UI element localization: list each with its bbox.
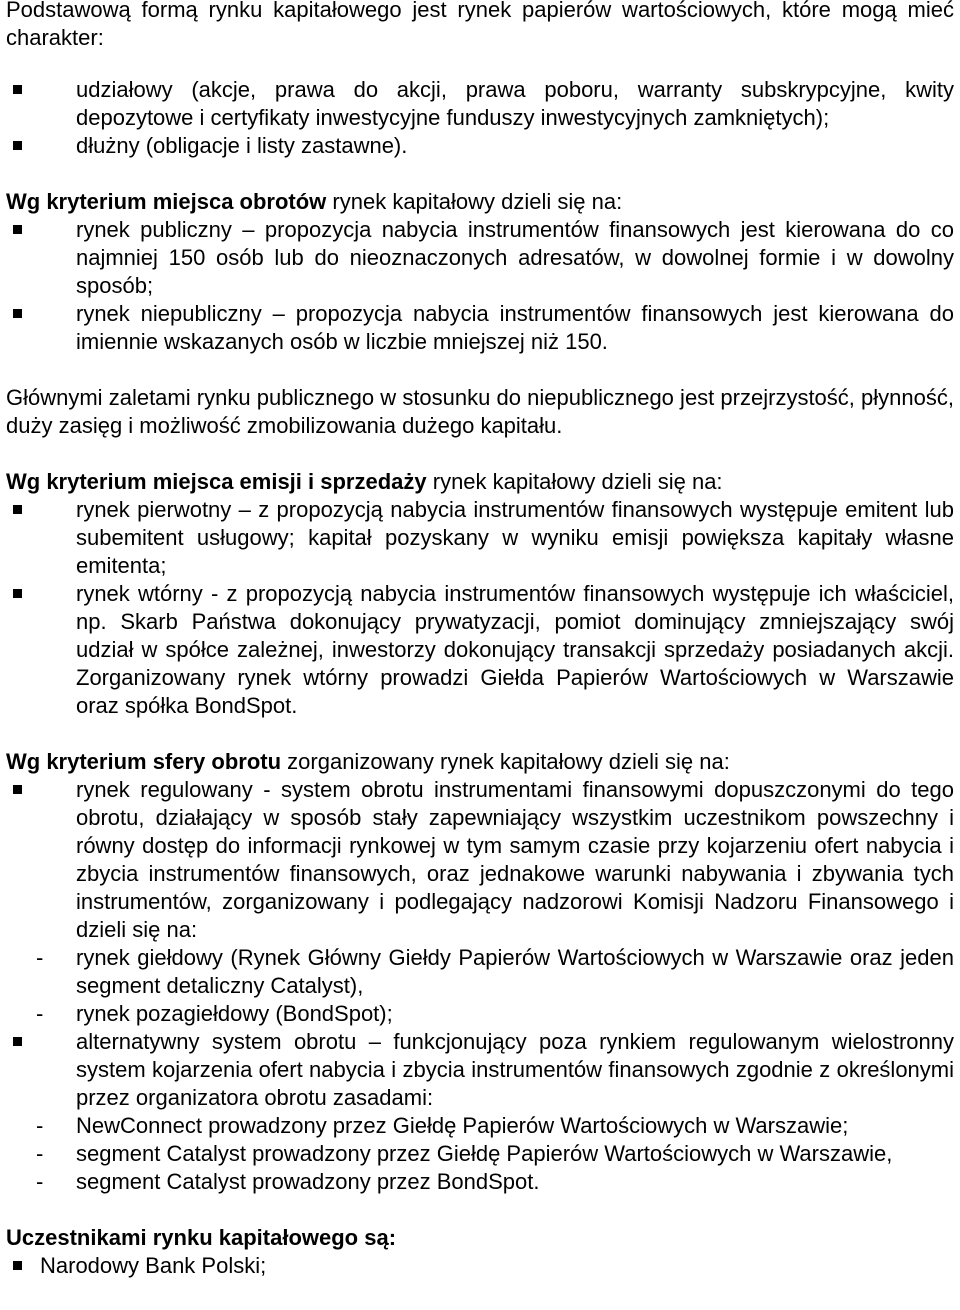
- section-list: [6, 776, 954, 1196]
- body-paragraph: Głównymi zaletami rynku publicznego w stosunku do niepublicznego jest przejrzystość, płynność, duży zasięg i możliwość zmobilizowania dużego kapitału.: [6, 385, 954, 438]
- list-item: rynek niepubliczny – propozycja nabycia instrumentów finansowych jest kierowana do imiennie wskazanych osób w liczbie mniejszej niż 150.: [6, 300, 954, 356]
- sub-list-item: - segment Catalyst prowadzony przez BondSpot.: [6, 1168, 954, 1196]
- intro-list: [6, 76, 954, 160]
- section-list: [6, 216, 954, 356]
- section-heading: Wg kryterium sfery obrotu: [6, 749, 282, 774]
- list-item: Narodowy Bank Polski;: [6, 1252, 954, 1280]
- list-item: rynek wtórny - z propozycją nabycia instrumentów finansowych występuje ich właściciel, np. Skarb Państwa dokonujący prywatyzacji, pomiot dominujący zmniejszający swój udział w spółce zależnej, inwestorzy dokonujący transakcji sprzedaży posiadanych akcji. Zorganizowany rynek wtórny prowadzi Giełda Papierów Wartościowych w Warszawie oraz spółka BondSpot.: [6, 580, 954, 720]
- section-heading: Wg kryterium miejsca obrotów: [6, 189, 327, 214]
- list-item: rynek pierwotny – z propozycją nabycia instrumentów finansowych występuje emitent lub subemitent usługowy; kapitał pozyskany w wyniku emisji powiększa kapitały własne emitenta;: [6, 496, 954, 580]
- list-item: rynek publiczny – propozycja nabycia instrumentów finansowych jest kierowana do co najmniej 150 osób lub do nieoznaczonych adresatów, w dowolnej formie i w dowolny sposób;: [6, 216, 954, 300]
- section-list: [6, 496, 954, 720]
- section-heading-paragraph: [6, 468, 954, 496]
- intro-paragraph: Podstawową formą rynku kapitałowego jest rynek papierów wartościowych, które mogą mieć charakter:: [6, 0, 954, 50]
- section-heading-paragraph: [6, 1224, 954, 1252]
- sub-list-item: - rynek pozagiełdowy (BondSpot);: [6, 1000, 954, 1028]
- section-heading-rest: zorganizowany rynek kapitałowy dzieli się na:: [281, 749, 730, 774]
- section-heading-paragraph: [6, 188, 954, 216]
- section-heading-rest: rynek kapitałowy dzieli się na:: [426, 469, 723, 494]
- list-item: dłużny (obligacje i listy zastawne).: [6, 132, 954, 160]
- list-item: udziałowy (akcje, prawa do akcji, prawa poboru, warranty subskrypcyjne, kwity depozytowe i certyfikaty inwestycyjne funduszy inwestycyjnych zamkniętych);: [6, 76, 954, 132]
- list-item: alternatywny system obrotu – funkcjonujący poza rynkiem regulowanym wielostronny system kojarzenia ofert nabycia i zbycia instrumentów finansowych zgodnie z określonymi przez organizatora obrotu zasadami:: [6, 1028, 954, 1112]
- section-heading-paragraph: [6, 748, 954, 776]
- section-heading: Wg kryterium miejsca emisji i sprzedaży: [6, 469, 427, 494]
- sub-list-item: - NewConnect prowadzony przez Giełdę Papierów Wartościowych w Warszawie;: [6, 1112, 954, 1140]
- section-heading-rest: rynek kapitałowy dzieli się na:: [326, 189, 623, 214]
- sub-list-item: - rynek giełdowy (Rynek Główny Giełdy Papierów Wartościowych w Warszawie oraz jeden segment detaliczny Catalyst),: [6, 944, 954, 1000]
- sub-list-item: - segment Catalyst prowadzony przez Giełdę Papierów Wartościowych w Warszawie,: [6, 1140, 954, 1168]
- section-heading: Uczestnikami rynku kapitałowego są:: [6, 1225, 397, 1250]
- list-item: rynek regulowany - system obrotu instrumentami finansowymi dopuszczonymi do tego obrotu, działający w sposób stały zapewniający wszystkim uczestnikom powszechny i równy dostęp do informacji rynkowej w tym samym czasie przy kojarzeniu ofert nabycia i zbycia instrumentów finansowych, oraz jednakowe warunki nabywania i zbywania tych instrumentów, zorganizowany i podlegający nadzorowi Komisji Nadzoru Finansowego i dzieli się na:: [6, 776, 954, 944]
- section-list: [6, 1252, 954, 1280]
